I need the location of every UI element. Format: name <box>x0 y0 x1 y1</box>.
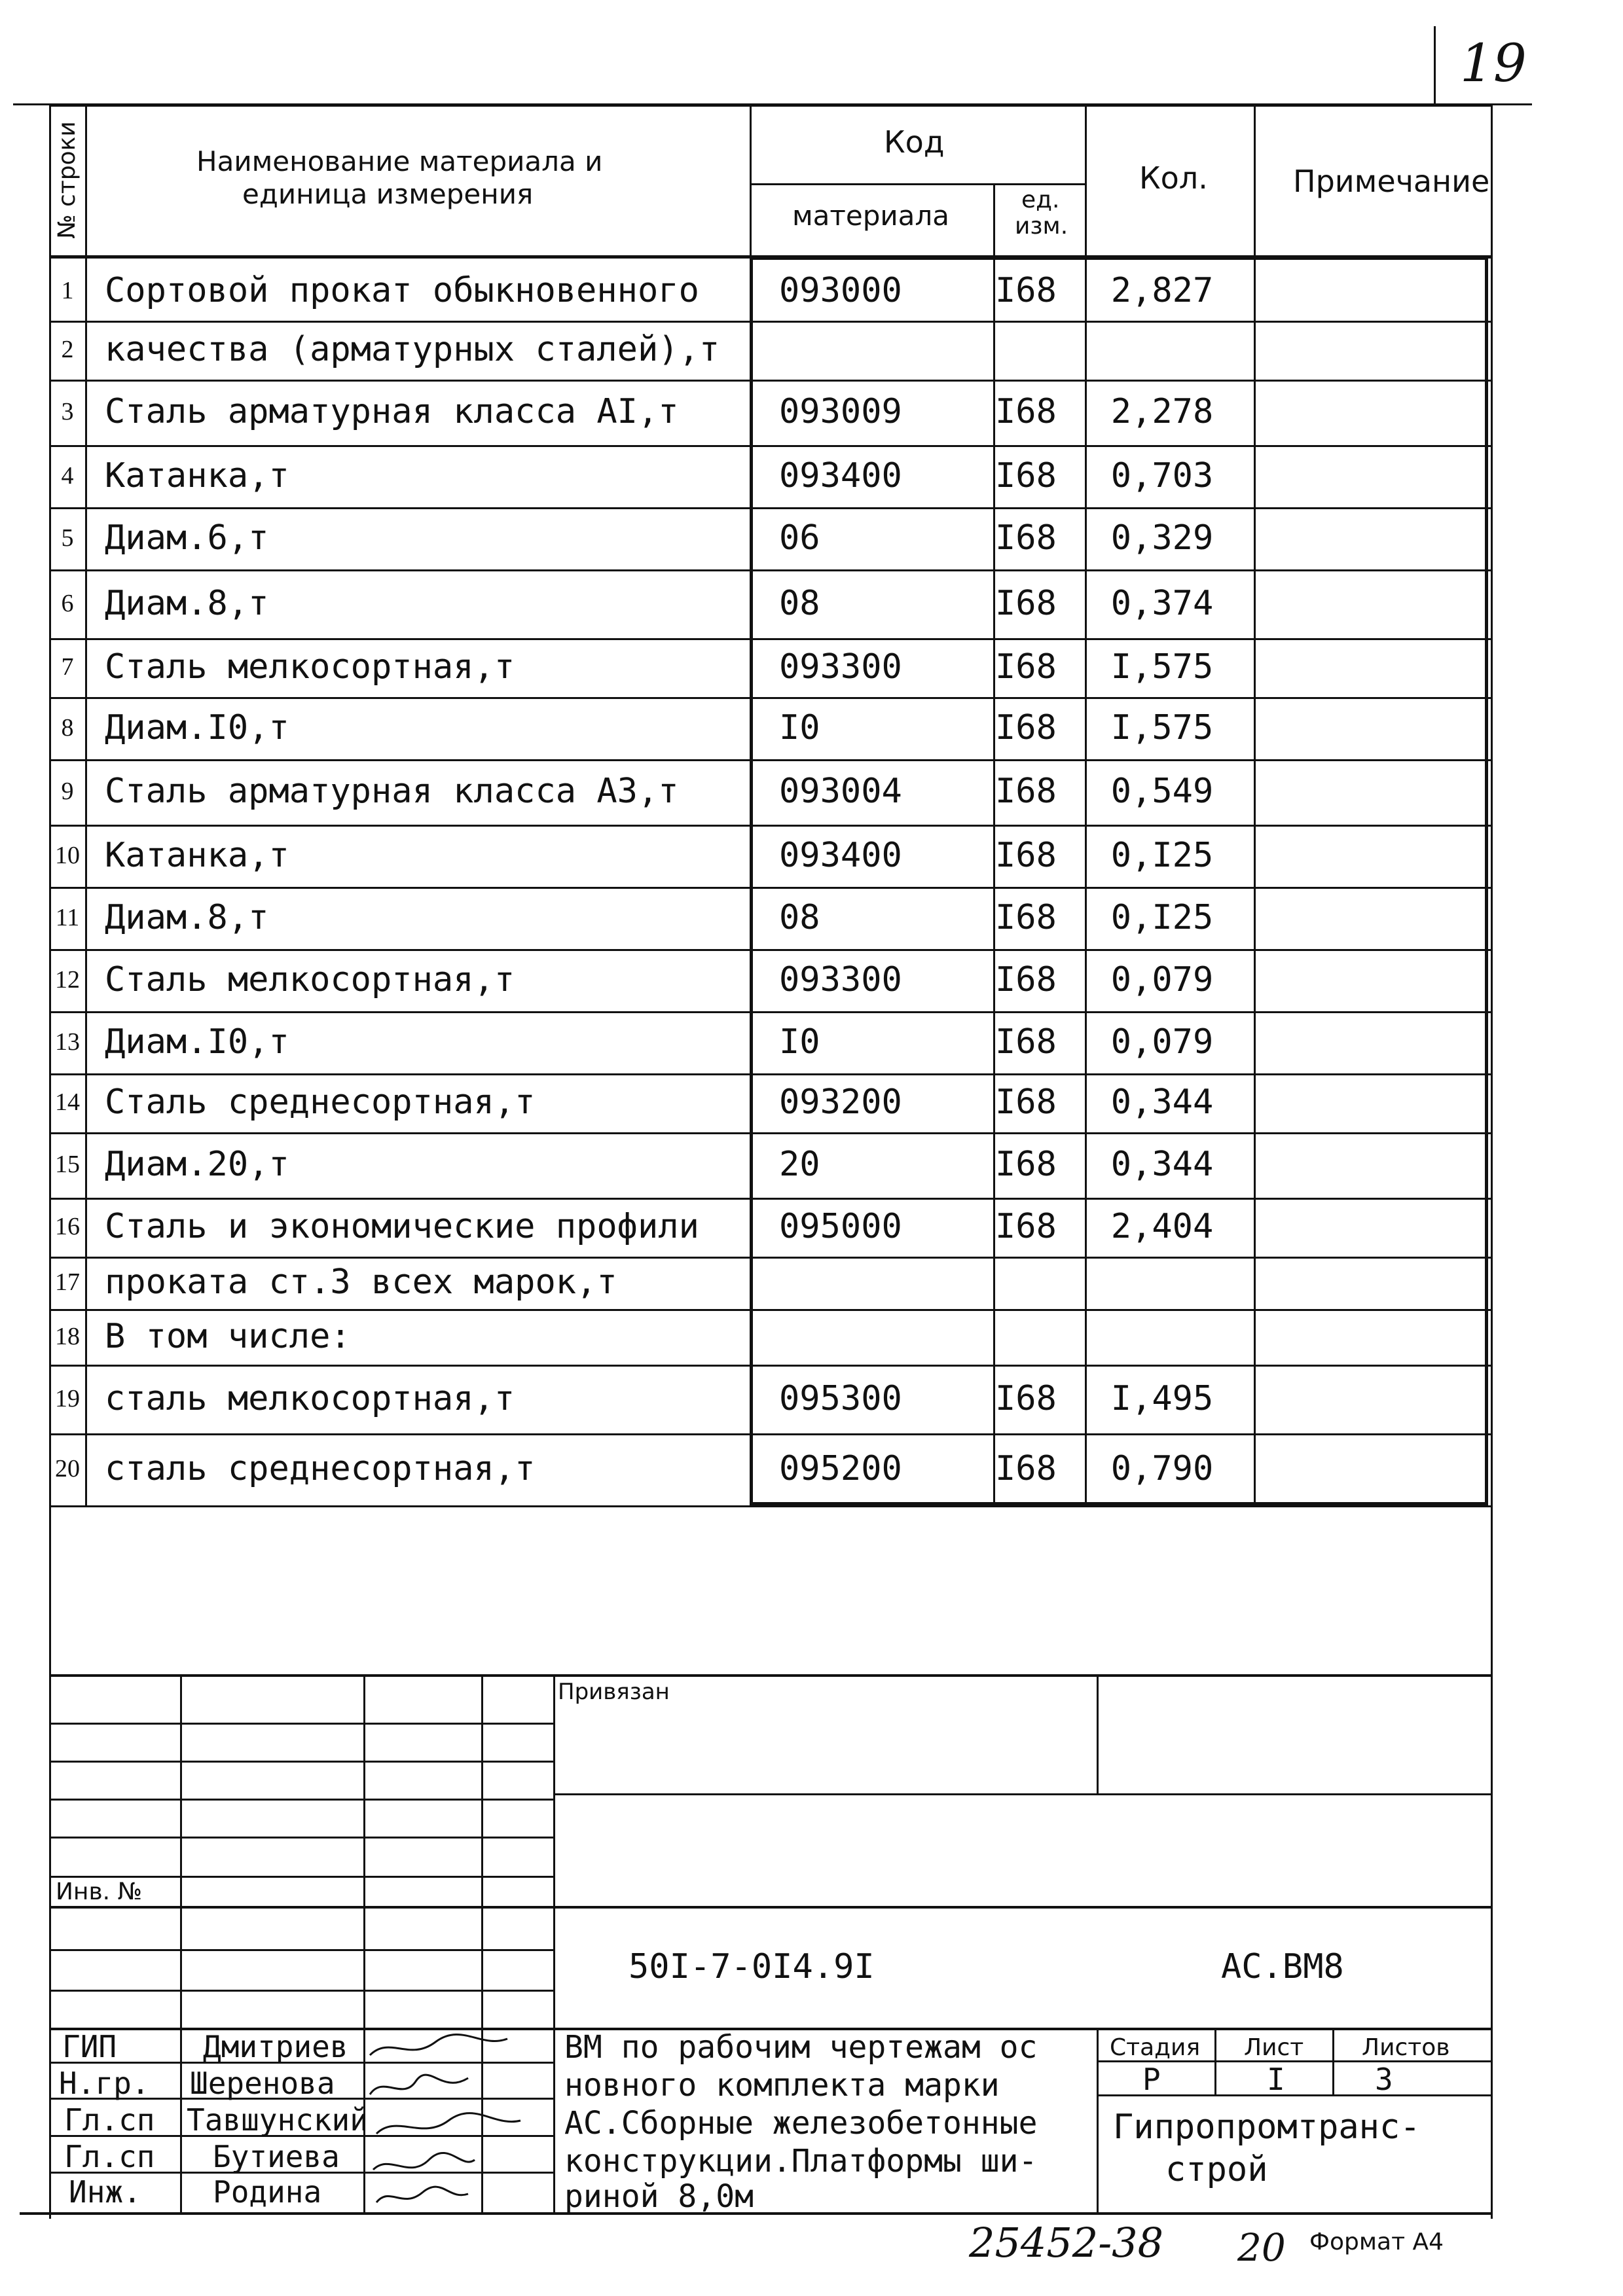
stamp-title-line: новного комплекта марки <box>564 2067 1000 2104</box>
row-unit-code: I68 <box>995 1022 1057 1062</box>
row-quantity: 0,374 <box>1110 583 1214 623</box>
stamp-title-line: АС.Сборные железобетонные <box>564 2105 1038 2142</box>
role-name: Дмитриев <box>203 2029 348 2064</box>
row-quantity: 0,079 <box>1110 1022 1214 1062</box>
row-material-code: 095300 <box>779 1378 902 1418</box>
row-quantity: 2,404 <box>1110 1207 1214 1246</box>
row-separator <box>49 949 1493 951</box>
row-number: 18 <box>55 1322 80 1350</box>
row-unit-code: I68 <box>995 960 1057 999</box>
header-name-line2: единица измерения <box>242 178 534 210</box>
row-material-name: Диам.20,т <box>105 1145 289 1184</box>
row-material-name: В том числе: <box>105 1316 351 1356</box>
header-note: Примечание <box>1293 164 1490 199</box>
row-material-name: Сталь арматурная класса AI,т <box>105 392 679 431</box>
row-separator <box>49 1309 1493 1311</box>
row-unit-code: I68 <box>995 271 1057 310</box>
row-quantity: 0,I25 <box>1110 835 1214 875</box>
table-top-border <box>49 105 1493 107</box>
row-material-code: 093200 <box>779 1083 902 1122</box>
row-number: 17 <box>55 1268 80 1296</box>
role-name: Тавшунский <box>187 2102 368 2138</box>
header-name-line1: Наименование материала и <box>196 145 603 177</box>
row-number: 8 <box>61 713 74 742</box>
row-material-name: Сталь мелкосортная,т <box>105 647 515 687</box>
row-quantity: 0,344 <box>1110 1145 1214 1184</box>
row-separator <box>49 1433 1493 1435</box>
stamp-title-line: ВМ по рабочим чертежам ос <box>564 2029 1038 2066</box>
row-number: 14 <box>55 1088 80 1116</box>
row-quantity: 0,079 <box>1110 960 1214 999</box>
row-separator <box>49 638 1493 640</box>
role-label: Гл.сп <box>64 2102 155 2138</box>
stamp-sheet-label: Лист <box>1244 2034 1304 2061</box>
row-separator <box>49 697 1493 699</box>
row-unit-code: I68 <box>995 647 1057 687</box>
row-material-code: I0 <box>779 708 820 747</box>
role-name: Бутиева <box>213 2139 340 2174</box>
row-number: 19 <box>55 1384 80 1412</box>
table-end-line <box>49 1505 1493 1507</box>
row-unit-code: I68 <box>995 1145 1057 1184</box>
row-material-name: Катанка,т <box>105 835 289 875</box>
row-material-code: 093300 <box>779 647 902 687</box>
row-number: 10 <box>55 841 80 869</box>
row-unit-code: I68 <box>995 1083 1057 1122</box>
row-separator <box>49 445 1493 447</box>
row-material-name: Диам.6,т <box>105 518 269 558</box>
row-unit-code: I68 <box>995 835 1057 875</box>
row-unit-code: I68 <box>995 772 1057 811</box>
row-unit-code: I68 <box>995 708 1057 747</box>
header-code-material: материала <box>792 200 950 232</box>
row-number: 11 <box>55 903 80 931</box>
row-material-code: 095000 <box>779 1207 902 1246</box>
stamp-stage: Р <box>1142 2062 1161 2097</box>
row-material-name: Диам.I0,т <box>105 708 289 747</box>
row-number: 15 <box>55 1151 80 1178</box>
row-number: 3 <box>61 398 74 425</box>
row-material-code: 093009 <box>779 392 902 431</box>
code-subheader-line <box>750 183 1085 185</box>
row-unit-code: I68 <box>995 897 1057 937</box>
table-right-border <box>1491 105 1493 2219</box>
stamp-title-line: конструкции.Платформы ши- <box>564 2143 1038 2179</box>
row-quantity: 2,278 <box>1110 392 1214 431</box>
row-number: 16 <box>55 1213 80 1240</box>
stamp-doc-code: 50I-7-0I4.9I <box>629 1947 875 1986</box>
row-material-code: 093300 <box>779 960 902 999</box>
stamp-bottom-line <box>20 2212 1493 2215</box>
row-material-name: Диам.I0,т <box>105 1022 289 1062</box>
stamp-privyazan: Привязан <box>558 1679 670 1705</box>
row-material-code: 08 <box>779 583 820 623</box>
stamp-title-line: риной 8,0м <box>564 2178 754 2215</box>
row-number: 6 <box>61 589 74 617</box>
row-material-name: Сортовой прокат обыкновенного <box>105 271 699 310</box>
row-quantity: I,575 <box>1110 708 1214 747</box>
row-number: 12 <box>55 965 80 994</box>
row-separator <box>49 1198 1493 1200</box>
row-material-name: Сталь мелкосортная,т <box>105 960 515 999</box>
row-material-name: Диам.8,т <box>105 583 269 623</box>
row-number: 9 <box>61 778 74 805</box>
header-qty: Кол. <box>1139 160 1208 196</box>
row-separator <box>49 887 1493 889</box>
row-separator <box>49 1132 1493 1134</box>
stamp-inv-no: Инв. № <box>56 1878 143 1905</box>
row-separator <box>49 1011 1493 1013</box>
signatures-image <box>363 2029 553 2212</box>
header-code-unit-2: изм. <box>1015 213 1068 240</box>
row-material-name: Сталь среднесортная,т <box>105 1083 536 1122</box>
role-label: ГИП <box>62 2029 117 2064</box>
row-quantity: I,575 <box>1110 647 1214 687</box>
row-material-code: I0 <box>779 1022 820 1062</box>
role-label: Н.гр. <box>59 2066 150 2101</box>
page-number: 19 <box>1460 33 1527 94</box>
row-separator <box>49 380 1493 382</box>
header-row-no: № строки <box>54 121 81 239</box>
row-unit-code: I68 <box>995 392 1057 431</box>
bold-frame <box>750 257 1488 1505</box>
row-material-name: качества (арматурных сталей),т <box>105 330 720 369</box>
row-unit-code: I68 <box>995 1207 1057 1246</box>
row-material-code: 093004 <box>779 772 902 811</box>
row-number: 7 <box>61 653 74 681</box>
row-material-name: сталь среднесортная,т <box>105 1449 536 1488</box>
row-material-name: проката ст.3 всех марок,т <box>105 1263 617 1302</box>
row-material-code: 08 <box>779 897 820 937</box>
footer-archive-sheet: 20 <box>1237 2225 1286 2270</box>
row-number: 4 <box>61 461 74 490</box>
row-separator <box>49 825 1493 827</box>
role-label: Гл.сп <box>64 2139 155 2174</box>
row-unit-code: I68 <box>995 1378 1057 1418</box>
row-material-name: сталь мелкосортная,т <box>105 1378 515 1418</box>
row-unit-code: I68 <box>995 1449 1057 1488</box>
row-unit-code: I68 <box>995 456 1057 495</box>
row-material-code: 20 <box>779 1145 820 1184</box>
row-quantity: 0,344 <box>1110 1083 1214 1122</box>
row-material-name: Катанка,т <box>105 456 289 495</box>
row-material-code: 06 <box>779 518 820 558</box>
row-separator <box>49 1257 1493 1259</box>
row-material-code: 093400 <box>779 835 902 875</box>
row-quantity: 2,827 <box>1110 271 1214 310</box>
page-number-box-left <box>1434 26 1436 105</box>
header-code: Код <box>884 124 945 160</box>
stamp-stage-label: Стадия <box>1110 2034 1201 2061</box>
row-material-code: 093400 <box>779 456 902 495</box>
row-number: 5 <box>61 524 74 552</box>
row-quantity: I,495 <box>1110 1378 1214 1418</box>
row-separator <box>49 569 1493 571</box>
row-material-code: 095200 <box>779 1449 902 1488</box>
row-separator <box>49 321 1493 323</box>
row-number: 2 <box>61 336 74 363</box>
row-separator <box>49 1073 1493 1075</box>
stamp-sheets-label: Листов <box>1362 2034 1450 2061</box>
role-label: Инж. <box>69 2174 141 2210</box>
row-separator <box>49 759 1493 761</box>
row-unit-code: I68 <box>995 518 1057 558</box>
stamp-org-line1: Гипропромтранс- <box>1113 2108 1421 2147</box>
row-material-name: Сталь арматурная класса А3,т <box>105 772 679 811</box>
role-name: Родина <box>213 2174 322 2210</box>
row-quantity: 0,I25 <box>1110 897 1214 937</box>
stamp-org-line2: строй <box>1165 2150 1268 2189</box>
row-separator <box>49 1365 1493 1367</box>
footer-format: Формат А4 <box>1309 2229 1444 2255</box>
stamp-sheets: 3 <box>1375 2062 1393 2097</box>
row-separator <box>49 507 1493 509</box>
row-quantity: 0,549 <box>1110 772 1214 811</box>
stamp-sheet: I <box>1267 2062 1285 2097</box>
stamp-sheet-code: АС.ВМ8 <box>1221 1947 1344 1986</box>
footer-archive-no: 25452-38 <box>969 2219 1164 2267</box>
row-material-name: Диам.8,т <box>105 897 269 937</box>
row-number: 13 <box>55 1028 80 1056</box>
row-material-code: 093000 <box>779 271 902 310</box>
row-material-name: Сталь и экономические профили <box>105 1207 699 1246</box>
role-name: Шеренова <box>190 2066 335 2101</box>
row-unit-code: I68 <box>995 583 1057 623</box>
header-code-unit-1: ед. <box>1021 187 1060 213</box>
row-number: 1 <box>61 277 74 304</box>
row-quantity: 0,329 <box>1110 518 1214 558</box>
col-sep-rownum <box>85 105 87 1505</box>
row-quantity: 0,790 <box>1110 1449 1214 1488</box>
stamp-top-line <box>49 1674 1493 1677</box>
row-quantity: 0,703 <box>1110 456 1214 495</box>
row-number: 20 <box>55 1455 80 1482</box>
